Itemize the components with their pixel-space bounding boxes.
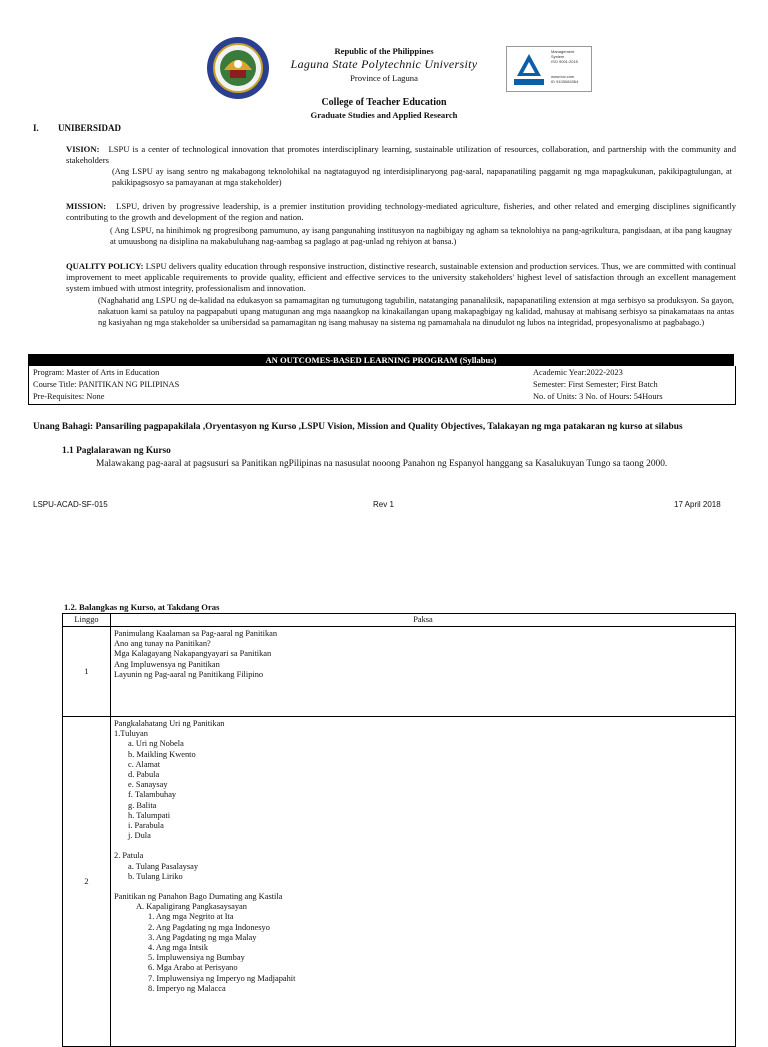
topic-column-header: Paksa: [111, 614, 736, 627]
topic-line: Panitikan ng Panahon Bago Dumating ang Kastila: [114, 892, 283, 902]
list-item: h. Talumpati: [128, 810, 171, 820]
vision-label: VISION:: [66, 144, 100, 154]
list-item: f. Talambuhay: [128, 790, 177, 800]
list-item: 5. Impluwensiya ng Bumbay: [148, 953, 245, 963]
vision-text: LSPU is a center of technological innovation that promotes interdisciplinary learning, sustainable utilization of resources, collaboration, and partnership with the community and stakeholders: [66, 144, 736, 165]
unang-bahagi-title: Unang Bahagi: Pansariling pagpapakilala ,Oryentasyon ng Kurso ,LSPU Vision, Mission and Quality Objectives, Talakayan ng mga patakaran ng kurso at silabus: [33, 422, 683, 432]
list-item: 4. Ang mga Intsik: [148, 943, 209, 953]
college-name: College of Teacher Education: [321, 97, 447, 108]
list-item: 8. Imperyo ng Malacca: [148, 983, 226, 993]
syllabus-info-box: [28, 366, 736, 405]
section-numeral: I.: [33, 123, 39, 133]
topic-line: Mga Kalagayang Nakapangyayari sa Panitikan: [114, 649, 272, 659]
vision-paragraph: [66, 144, 736, 166]
tuv-certification-icon: [510, 50, 548, 88]
policy-tagalog: (Naghahatid ang LSPU ng de-kalidad na edukasyon sa pamamagitan ng tumutugong tagubilin, natatanging pananaliksik, napapanatiling extension at mga serbisyo sa produksyon. Sa gayon, nakatuon kami sa patuloy na pagpapabuti upang matugunan ang mga naaangkop na kinakailangan upang makapagbigay ng kalidad, mahusay at mabisang serbisyo sa pinakamataas na antas ng kasiyahan ng mga stakeholder sa unibersidad sa pamamagitan ng isang mahusay na sistema ng pamamahala na dinudulot ng lubos na integridad, propesyonalismo at pagbabago.): [98, 296, 734, 327]
iso-line-2: System: [551, 54, 565, 59]
table-row: [63, 717, 736, 1047]
semester-field: Semester: First Semester; First Batch: [533, 380, 658, 389]
list-item: 1. Ang mga Negrito at Ita: [148, 912, 234, 922]
topic-cell: [111, 627, 736, 717]
list-item: 3. Ang Pagdating ng mga Malay: [148, 932, 257, 942]
list-item: a. Tulang Pasalaysay: [128, 861, 199, 871]
balangkas-title: 1.2. Balangkas ng Kurso, at Takdang Oras: [64, 602, 220, 612]
list-item: g. Balita: [128, 800, 157, 810]
mission-text: LSPU, driven by progressive leadership, is a premier institution providing technology-mediated agriculture, fisheries, and other related and emerging disciplines significantly contributing to the growth and development of the region and nation.: [66, 201, 736, 222]
list-item: a. Uri ng Nobela: [128, 739, 184, 749]
course-description-heading: 1.1 Paglalarawan ng Kurso: [62, 446, 171, 456]
list-item: 6. Mga Arabo at Perisyano: [148, 963, 238, 973]
week-number: 2: [63, 717, 111, 1047]
topic-line: 2. Patula: [114, 851, 144, 861]
syllabus-heading: AN OUTCOMES-BASED LEARNING PROGRAM (Syllabus): [28, 354, 734, 366]
list-item: e. Sanaysay: [128, 780, 168, 790]
mission-label: MISSION:: [66, 201, 107, 211]
table-row: [63, 627, 736, 717]
university-name: Laguna State Polytechnic University: [290, 57, 478, 71]
course-outline-table: [62, 613, 736, 1047]
list-item: 2. Ang Pagdating ng mga Indonesyo: [148, 922, 270, 932]
topic-cell: [111, 717, 736, 1047]
revision-label: Rev 1: [373, 500, 394, 509]
list-item: c. Alamat: [128, 759, 161, 769]
iso-line-7: ID 9105084364: [551, 79, 579, 84]
policy-text: LSPU delivers quality education through responsive instruction, distinctive research, sustainable extension and production services. Thus, we are committed with continual improvement to meet applicable requirements to provide quality, efficient and effective services to the university stakeholders' highest level of satisfaction through an excellent management system imbued with utmost integrity, professionalism and innovation.: [66, 261, 737, 293]
course-description-text: Malawakang pag-aaral at pagsusuri sa Panitikan ngPilipinas na nasusulat nooong Panahon ng Espanyol hanggang sa Kasalukuyan Tungo sa taong 2000.: [96, 459, 668, 469]
topic-line: Layunin ng Pag-aaral ng Panitikang Filipino: [114, 669, 264, 679]
prerequisites-field: Pre-Requisites: None: [33, 392, 105, 401]
week-number: 1: [63, 627, 111, 717]
republic-line: Republic of the Philippines: [334, 46, 434, 56]
topic-line: Ano ang tunay na Panitikan?: [114, 639, 211, 649]
week-column-header: Linggo: [63, 614, 111, 627]
topic-line: Panimulang Kaalaman sa Pag-aaral ng Panitikan: [114, 629, 278, 638]
section-title: UNIBERSIDAD: [58, 123, 122, 133]
list-item: i. Parabula: [128, 821, 164, 831]
topic-line: A. Kapaligirang Pangkasaysayan: [136, 902, 247, 912]
policy-label: QUALITY POLICY:: [66, 261, 144, 271]
topic-line: 1.Tuluyan: [114, 729, 148, 739]
list-item: b. Tulang Liriko: [128, 871, 183, 881]
program-field: Program: Master of Arts in Education: [33, 368, 160, 377]
topic-line: Pangkalahatang Uri ng Panitikan: [114, 719, 225, 728]
province-line: Province of Laguna: [350, 73, 418, 83]
vision-tagalog: (Ang LSPU ay isang sentro ng makabagong teknolohikal na nagtataguyod ng interdisiplinaryong pag-aaral, napapanatiling paggamit ng mga mapagkukunan, pakikipagtulungan, at pakikipagsosyo sa pamayanan at mga stakeholder): [112, 167, 732, 187]
list-item: d. Pabula: [128, 770, 160, 780]
course-title-field: Course Title: PANITIKAN NG PILIPINAS: [33, 380, 180, 389]
iso-line-6: www.tuv.com: [551, 74, 575, 79]
units-hours-field: No. of Units: 3 No. of Hours: 54Hours: [533, 392, 663, 401]
table-header-row: [63, 614, 736, 627]
policy-paragraph: [66, 261, 736, 294]
graduate-line: Graduate Studies and Applied Research: [310, 110, 458, 120]
mission-tagalog: ( Ang LSPU, na hinihimok ng progresibong pamumuno, ay isang pangunahing institusyon na nagbibigay ng agham sa teknolohiya na pang-agrikultura, pangisdaan, at iba pang kaugnay at umuusbong na disiplina na makabuluhang nag-aambag sa paglago at pag-unlad ng rehiyon at bansa.): [110, 226, 732, 246]
iso-line-3: ISO 9001:2015: [551, 59, 578, 64]
iso-certification-badge: [506, 46, 592, 92]
form-code: LSPU-ACAD-SF-015: [33, 500, 108, 509]
list-item: 7. Impluwensiya ng Imperyo ng Madjapahit: [148, 973, 296, 983]
academic-year-field: Academic Year:2022-2023: [533, 368, 623, 377]
list-item: j. Dula: [128, 831, 151, 841]
iso-line-1: Management: [551, 49, 575, 54]
revision-date: 17 April 2018: [674, 500, 721, 509]
list-item: b. Maikling Kwento: [128, 749, 196, 759]
topic-line: Ang Impluwensya ng Panitikan: [114, 659, 220, 669]
mission-paragraph: [66, 201, 736, 223]
